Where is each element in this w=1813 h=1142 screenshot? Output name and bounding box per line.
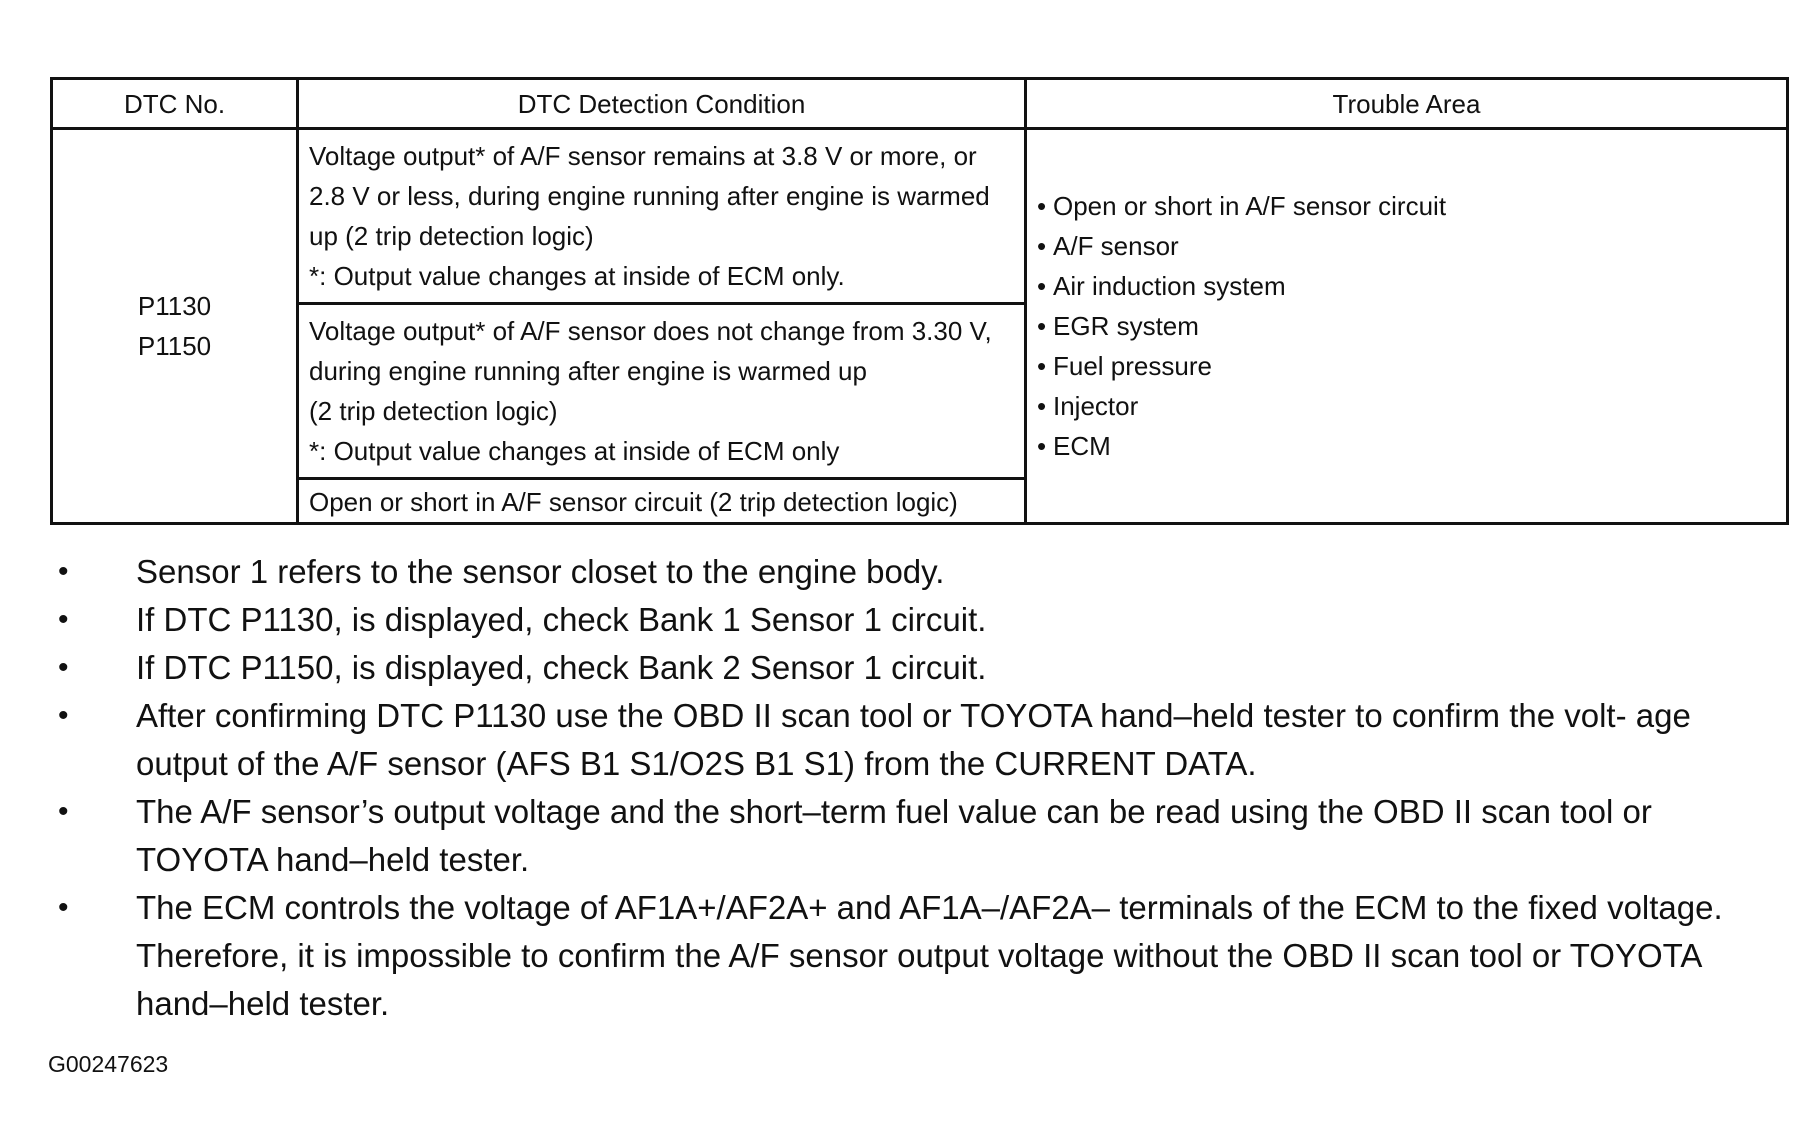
bullet-icon: • [1037,391,1047,421]
note-text: If DTC P1150, is displayed, check Bank 2 Sensor 1 circuit. [136,649,987,686]
list-item: • Air induction system [1037,266,1776,306]
list-item: • Fuel pressure [1037,346,1776,386]
bullet-icon: • [1037,431,1047,461]
figure-id: G00247623 [48,1051,169,1077]
condition-line: *: Output value changes at inside of ECM only [309,436,840,466]
bullet-icon: • [1037,271,1047,301]
note-text: Sensor 1 refers to the sensor closet to the engine body. [136,553,945,590]
condition-line: (2 trip detection logic) [309,396,558,426]
condition-line: Voltage output* of A/F sensor remains at 3.8 V or more, or [309,141,977,171]
condition-line: Voltage output* of A/F sensor does not change from 3.30 V, [309,316,992,346]
condition-line: up (2 trip detection logic) [309,221,594,251]
header-dtc-no: DTC No. [52,79,298,129]
list-item [50,644,1786,692]
dtc-code: P1150 [137,331,212,361]
trouble-area-list [1037,186,1776,466]
bullet-icon: • [1037,231,1047,261]
dtc-table [50,77,1789,525]
bullet-icon: • [1037,311,1047,341]
header-detection-condition: DTC Detection Condition [298,79,1026,129]
bullet-icon: • [58,603,69,636]
list-item: • EGR system [1037,306,1776,346]
dtc-code-cell [52,129,298,524]
list-item [50,788,1786,884]
condition-cell-1 [298,129,1026,304]
note-text: If DTC P1130, is displayed, check Bank 1 Sensor 1 circuit. [136,601,987,638]
condition-line: 2.8 V or less, during engine running after engine is warmed [309,181,990,211]
note-text: After confirming DTC P1130 use the OBD II scan tool or TOYOTA hand–held tester to confirm the volt- age output of the A/F sensor (AFS B1 S1/O2S B1 S1) from the CURRENT DATA. [136,697,1691,782]
bullet-icon: • [1037,191,1047,221]
list-item [50,596,1786,644]
list-item [50,548,1786,596]
bullet-icon: • [58,555,69,588]
condition-cell-2 [298,304,1026,479]
bullet-icon: • [58,795,69,828]
condition-line: Open or short in A/F sensor circuit (2 trip detection logic) [309,487,958,517]
bullet-icon: • [58,891,69,924]
list-item [50,692,1786,788]
trouble-area-cell [1026,129,1788,524]
bullet-icon: • [1037,351,1047,381]
bullet-icon: • [58,699,69,732]
list-item [50,884,1786,1028]
list-item: • ECM [1037,426,1776,466]
header-trouble-area: Trouble Area [1026,79,1788,129]
condition-line: during engine running after engine is warmed up [309,356,867,386]
list-item: • Open or short in A/F sensor circuit [1037,186,1776,226]
dtc-code: P1130 [137,291,212,321]
table-header-row [52,79,1788,129]
note-text: The ECM controls the voltage of AF1A+/AF2A+ and AF1A–/AF2A– terminals of the ECM to the fixed voltage. Therefore, it is impossible to confirm the A/F sensor output voltage without the OBD II scan tool or TOYOTA hand–held tester. [136,889,1723,1022]
notes-list [50,548,1786,1028]
condition-cell-3 [298,479,1026,524]
table-row [52,129,1788,304]
bullet-icon: • [58,651,69,684]
condition-line: *: Output value changes at inside of ECM only. [309,261,845,291]
note-text: The A/F sensor’s output voltage and the short–term fuel value can be read using the OBD II scan tool or TOYOTA hand–held tester. [136,793,1652,878]
list-item: • A/F sensor [1037,226,1776,266]
list-item: • Injector [1037,386,1776,426]
